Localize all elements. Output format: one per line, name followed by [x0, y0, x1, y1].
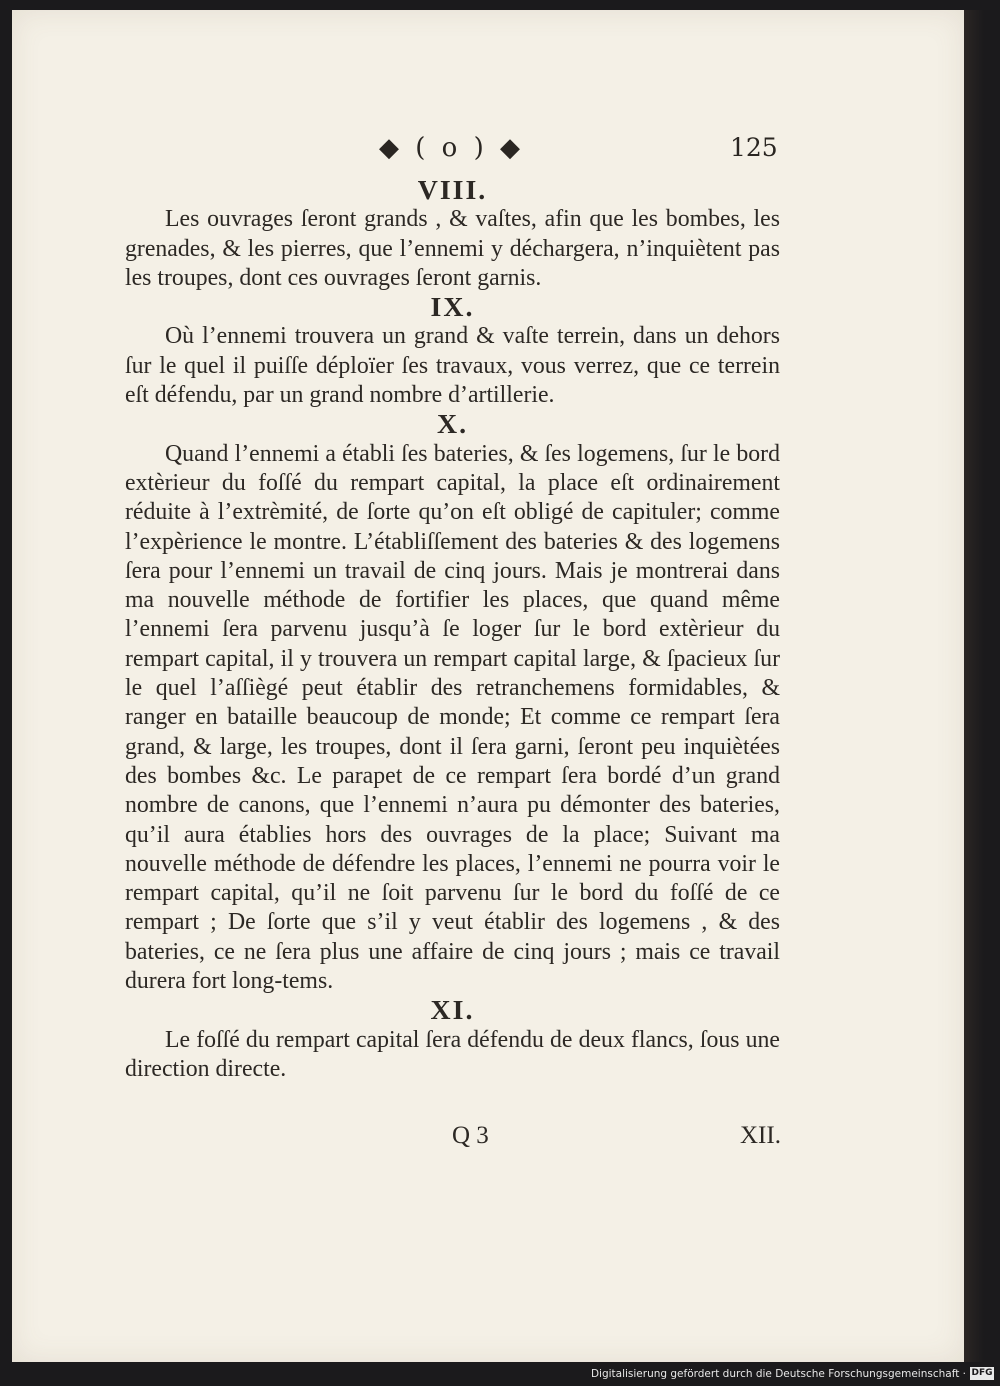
section-heading: XI. — [430, 995, 475, 1027]
section-paragraph: Où l’ennemi trouvera un grand & vaſte terrein, dans un dehors ſur le quel il puiſſe déploïer ſes travaux, vous verrez, que ce terrein eſt défendu, par un grand nombre d’artillerie. — [125, 323, 780, 409]
book-spine-edge — [964, 10, 984, 1362]
section-paragraph: Le foſſé du rempart capital ſera défendu de deux flancs, ſous une direction directe. — [125, 1026, 780, 1082]
running-header — [12, 133, 964, 167]
page-footer — [12, 1122, 964, 1158]
signature-mark: Q 3 — [452, 1122, 489, 1149]
catchword: XII. — [740, 1122, 781, 1149]
page-number: 125 — [730, 133, 778, 162]
section-heading: IX. — [430, 292, 475, 324]
dfg-logo: DFG — [971, 1368, 993, 1378]
digitization-credit: Digitalisierung gefördert durch die Deutsche Forschungsgemeinschaft · — [590, 1368, 966, 1380]
section-paragraph: Quand l’ennemi a établi ſes bateries, & ſes logemens, ſur le bord extèrieur du foſſé du rempart capital, la place eſt ordinairement réduite à l’extrèmité, de ſorte qu’on eſt obligé de capituler; comme l’expèrience le montre. L’établiſſement des bateries & des logemens ſera pour l’ennemi un travail de cinq jours. Mais je montrerai dans ma nouvelle méthode de fortifier les places, que quand même l’ennemi ſera parvenu jusqu’à ſe loger ſur le bord extèrieur du rempart capital, il y trouvera un rempart capital large, & ſpacieux ſur le quel l’aſſiègé peut établir des retranchemens formidables, & ranger en bataille beaucoup de monde; Et comme ce rempart ſera grand, & large, les troupes, dont il ſera garni, ſeront peu inquiètées des bombes &c. Le parapet de ce rempart ſera bordé d’un grand nombre de canons, que l’ennemi n’aura pu démonter des bateries, qu’il aura établies hors des ouvrages de la place; Suivant ma nouvelle méthode de défendre les places, l’ennemi ne pourra voir le rempart capital, qu’il ne ſoit parvenu ſur le bord du foſſé de ce rempart ; De ſorte que s’il y veut établir des logemens , & des bateries, ce ne ſera plus une affaire de cinq jours ; mais ce travail durera fort long-tems. — [125, 440, 780, 995]
section-heading: VIII. — [417, 175, 488, 206]
page-body — [125, 176, 780, 1084]
section-paragraph: Les ouvrages ſeront grands , & vaſtes, afin que les bombes, les grenades, & les pierres, que l’ennemi y déchargera, n’inquiètent pas les troupes, dont ces ouvrages ſeront garnis. — [125, 206, 780, 291]
section-heading: X. — [436, 409, 469, 441]
book-page — [12, 10, 964, 1362]
header-ornament: ◆ ( o ) ◆ — [379, 133, 524, 163]
